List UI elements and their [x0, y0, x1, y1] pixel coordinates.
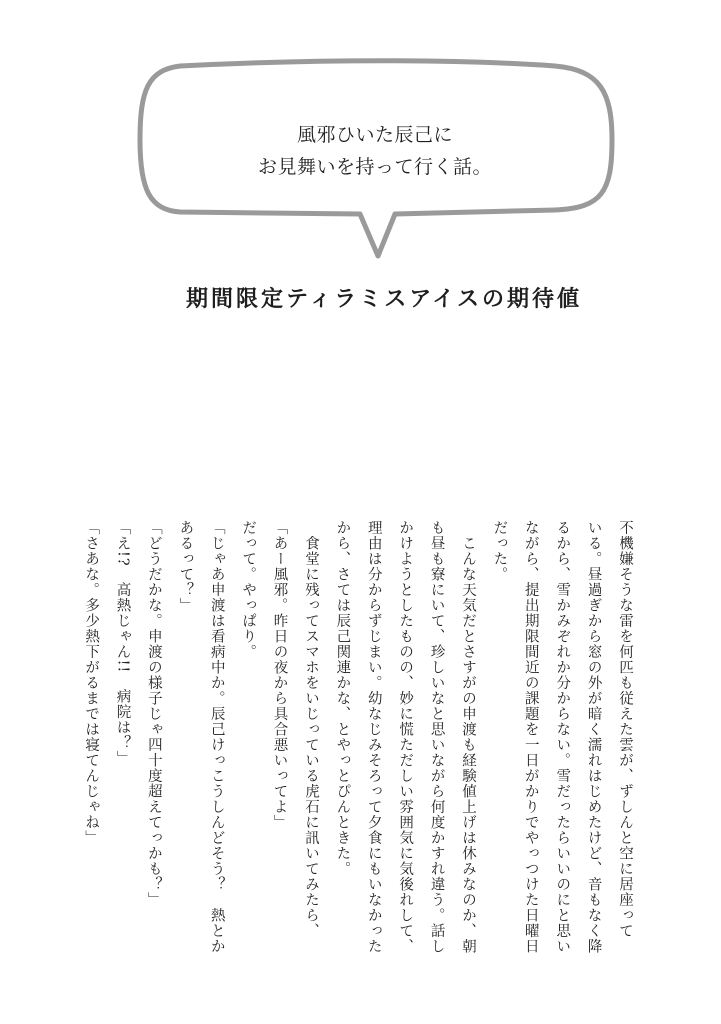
story-line: 不機嫌そうな雷を何匹も従えた雲が、ずしんと空に居座って	[617, 520, 633, 939]
story-line: 理由は分からずじまい。幼なじみそろって夕食にもいなかった	[365, 520, 382, 954]
story-line: いる。昼過ぎから窓の外が暗く濡れはじめたけど、音もなく降	[585, 520, 602, 954]
story-line: だった。	[491, 520, 508, 582]
story-line: こんな天気だとさすがの申渡も経験値上げは休みなのか、朝	[459, 520, 476, 954]
story-line: も昼も寮にいて、珍しいなと思いながら何度かすれ違う。話し	[428, 520, 445, 954]
bubble-text-line-1: 風邪ひいた辰己に	[296, 124, 453, 146]
story-line: あるって？」	[177, 520, 194, 613]
story-line: 「どうだかな。申渡の様子じゃ四十度超えてっかも？」	[145, 520, 162, 908]
story-title: 期間限定ティラミスアイスの期待値	[186, 287, 583, 312]
story-line: 食堂に残ってスマホをいじっている虎石に訊いてみたら、	[302, 520, 319, 939]
story-line: ながら、提出期限間近の課題を一日がかりでやっつけた日曜日	[522, 520, 539, 954]
story-body	[83, 520, 640, 954]
story-line: るから、雪かみぞれか分からない。雪だったらいいのにと思い	[554, 520, 571, 954]
story-line: から、さては辰己関連かな、とやっとぴんときた。	[334, 520, 351, 877]
story-line: 「さあな。多少熱下がるまでは寝てんじゃね」	[83, 520, 100, 846]
story-line: だって。やっぱり。	[240, 520, 257, 660]
story-line: 「じゃあ申渡は看病中か。辰己けっこうしんどそう？ 熱とか	[208, 520, 225, 954]
story-line: かけようとしたものの、妙に慌ただしい雰囲気に気後れして、	[397, 520, 414, 954]
story-line: 「あー風邪。昨日の夜から具合悪いってよ」	[271, 520, 288, 830]
bubble-text-line-2: お見舞いを持って行く話。	[257, 156, 492, 178]
story-line: 「え!? 高熱じゃん!! 病院は？」	[114, 520, 131, 767]
